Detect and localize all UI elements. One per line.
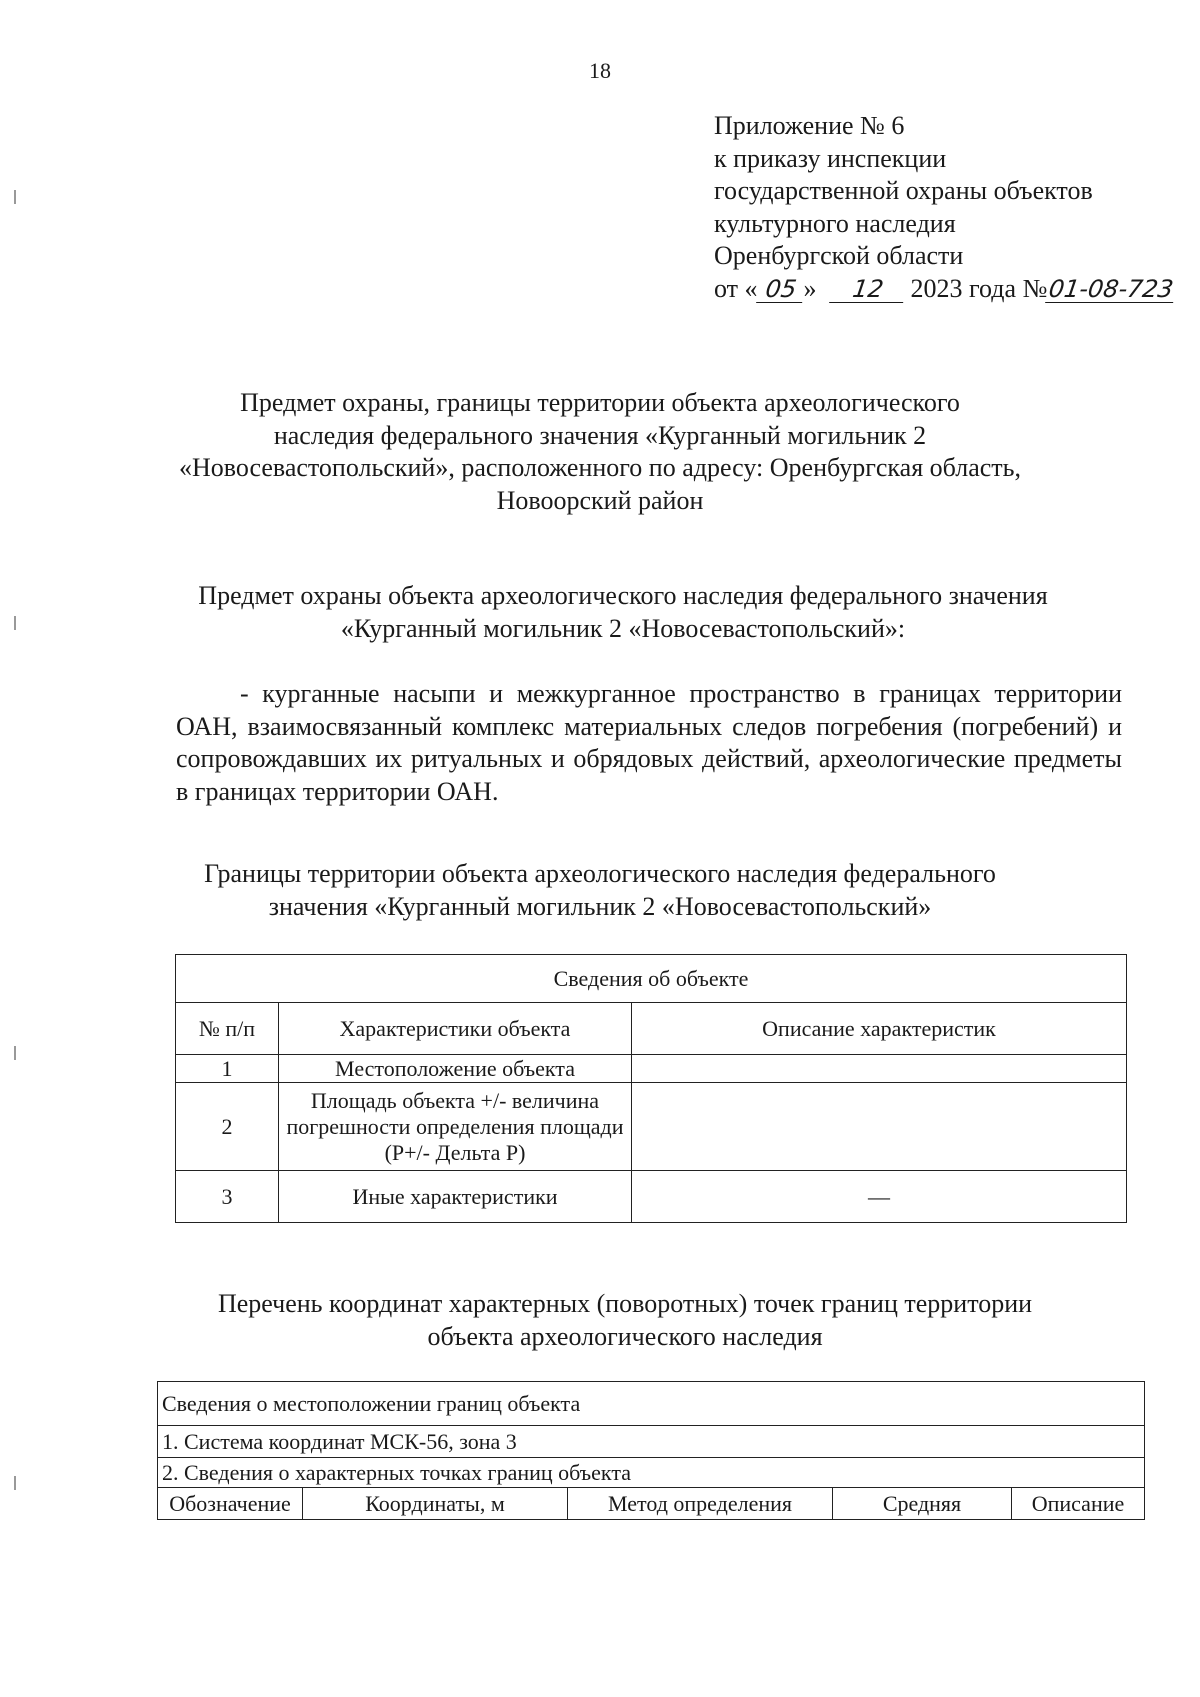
coords-heading xyxy=(150,1288,1100,1353)
appendix-line: государственной охраны объектов xyxy=(714,176,1093,205)
table-cell: 2 xyxy=(176,1083,279,1171)
title-line: Предмет охраны, границы территории объекта археологического xyxy=(240,388,960,417)
appendix-block xyxy=(714,110,1175,305)
coords-header: Средняя xyxy=(833,1488,1012,1520)
table-row xyxy=(176,1083,1127,1171)
heading-line: Предмет охраны объекта археологического наследия федерального значения xyxy=(198,581,1048,610)
page-number: 18 xyxy=(589,58,611,83)
coords-header: Описание xyxy=(1012,1488,1145,1520)
order-number-handwritten: 01-08-723 xyxy=(1047,274,1176,303)
heading-line: «Курганный могильник 2 «Новосевастопольский»: xyxy=(340,613,906,643)
table-cell: Площадь объекта +/- величина погрешности определения площади (P+/- Дельта P) xyxy=(279,1083,632,1171)
appendix-line: к приказу инспекции xyxy=(714,143,947,173)
coords-header: Координаты, м xyxy=(303,1488,568,1520)
date-year: 2023 года № xyxy=(910,273,1048,303)
heading-line: значения «Курганный могильник 2 «Новосевастопольский» xyxy=(268,891,932,921)
coords-header: Метод определения xyxy=(568,1488,833,1520)
date-day-handwritten: 05 xyxy=(756,276,806,303)
title-line: Новоорский район xyxy=(496,485,704,515)
heading-line: Границы территории объекта археологического наследия федерального xyxy=(204,859,996,888)
date-prefix: от « xyxy=(714,273,758,303)
coords-row: 1. Система координат МСК-56, зона 3 xyxy=(158,1426,1145,1458)
appendix-date-line xyxy=(714,273,1175,306)
subject-paragraph xyxy=(176,678,1122,808)
heading-line: Перечень координат характерных (поворотных) точек границ территории xyxy=(217,1289,1033,1318)
table-header: № п/п xyxy=(176,1003,279,1055)
subject-heading xyxy=(148,580,1098,645)
table-caption: Сведения об объекте xyxy=(176,955,1127,1003)
table-cell: — xyxy=(632,1171,1127,1223)
coords-table xyxy=(157,1381,1145,1520)
table-header: Характеристики объекта xyxy=(279,1003,632,1055)
margin-mark xyxy=(14,1046,16,1060)
subject-text: - курганные насыпи и межкурганное пространство в границах территории ОАН, взаимосвязанный комплекс материальных следов погребения (погребений) и сопровождавших их ритуальных и обрядовых действий, археологические предметы в границах территории ОАН. xyxy=(176,679,1122,806)
borders-heading xyxy=(150,858,1050,923)
table-header: Описание характеристик xyxy=(632,1003,1127,1055)
table-row xyxy=(176,1171,1127,1223)
margin-mark xyxy=(14,616,16,630)
table-cell: 3 xyxy=(176,1171,279,1223)
margin-mark xyxy=(14,190,16,204)
coords-row: 2. Сведения о характерных точках границ объекта xyxy=(158,1458,1145,1488)
title-line: наследия федерального значения «Курганный могильник 2 xyxy=(273,420,927,450)
object-info-table xyxy=(175,954,1127,1223)
title-line: «Новосевастопольский», расположенного по адресу: Оренбургская область, xyxy=(178,453,1022,482)
coords-header: Обозначение xyxy=(158,1488,303,1520)
table-row xyxy=(176,1055,1127,1083)
table-cell xyxy=(632,1055,1127,1083)
date-month-handwritten: 12 xyxy=(829,276,907,303)
table-cell: 1 xyxy=(176,1055,279,1083)
date-close: » xyxy=(803,273,817,303)
table-cell xyxy=(632,1083,1127,1171)
margin-mark xyxy=(14,1476,16,1490)
document-title xyxy=(150,387,1050,517)
table-cell: Иные характеристики xyxy=(279,1171,632,1223)
coords-row: Сведения о местоположении границ объекта xyxy=(158,1382,1145,1426)
appendix-line: культурного наследия xyxy=(714,208,956,238)
appendix-line: Оренбургской области xyxy=(714,241,964,270)
table-cell: Местоположение объекта xyxy=(279,1055,632,1083)
heading-line: объекта археологического наследия xyxy=(427,1321,823,1351)
appendix-line: Приложение № 6 xyxy=(714,111,905,140)
